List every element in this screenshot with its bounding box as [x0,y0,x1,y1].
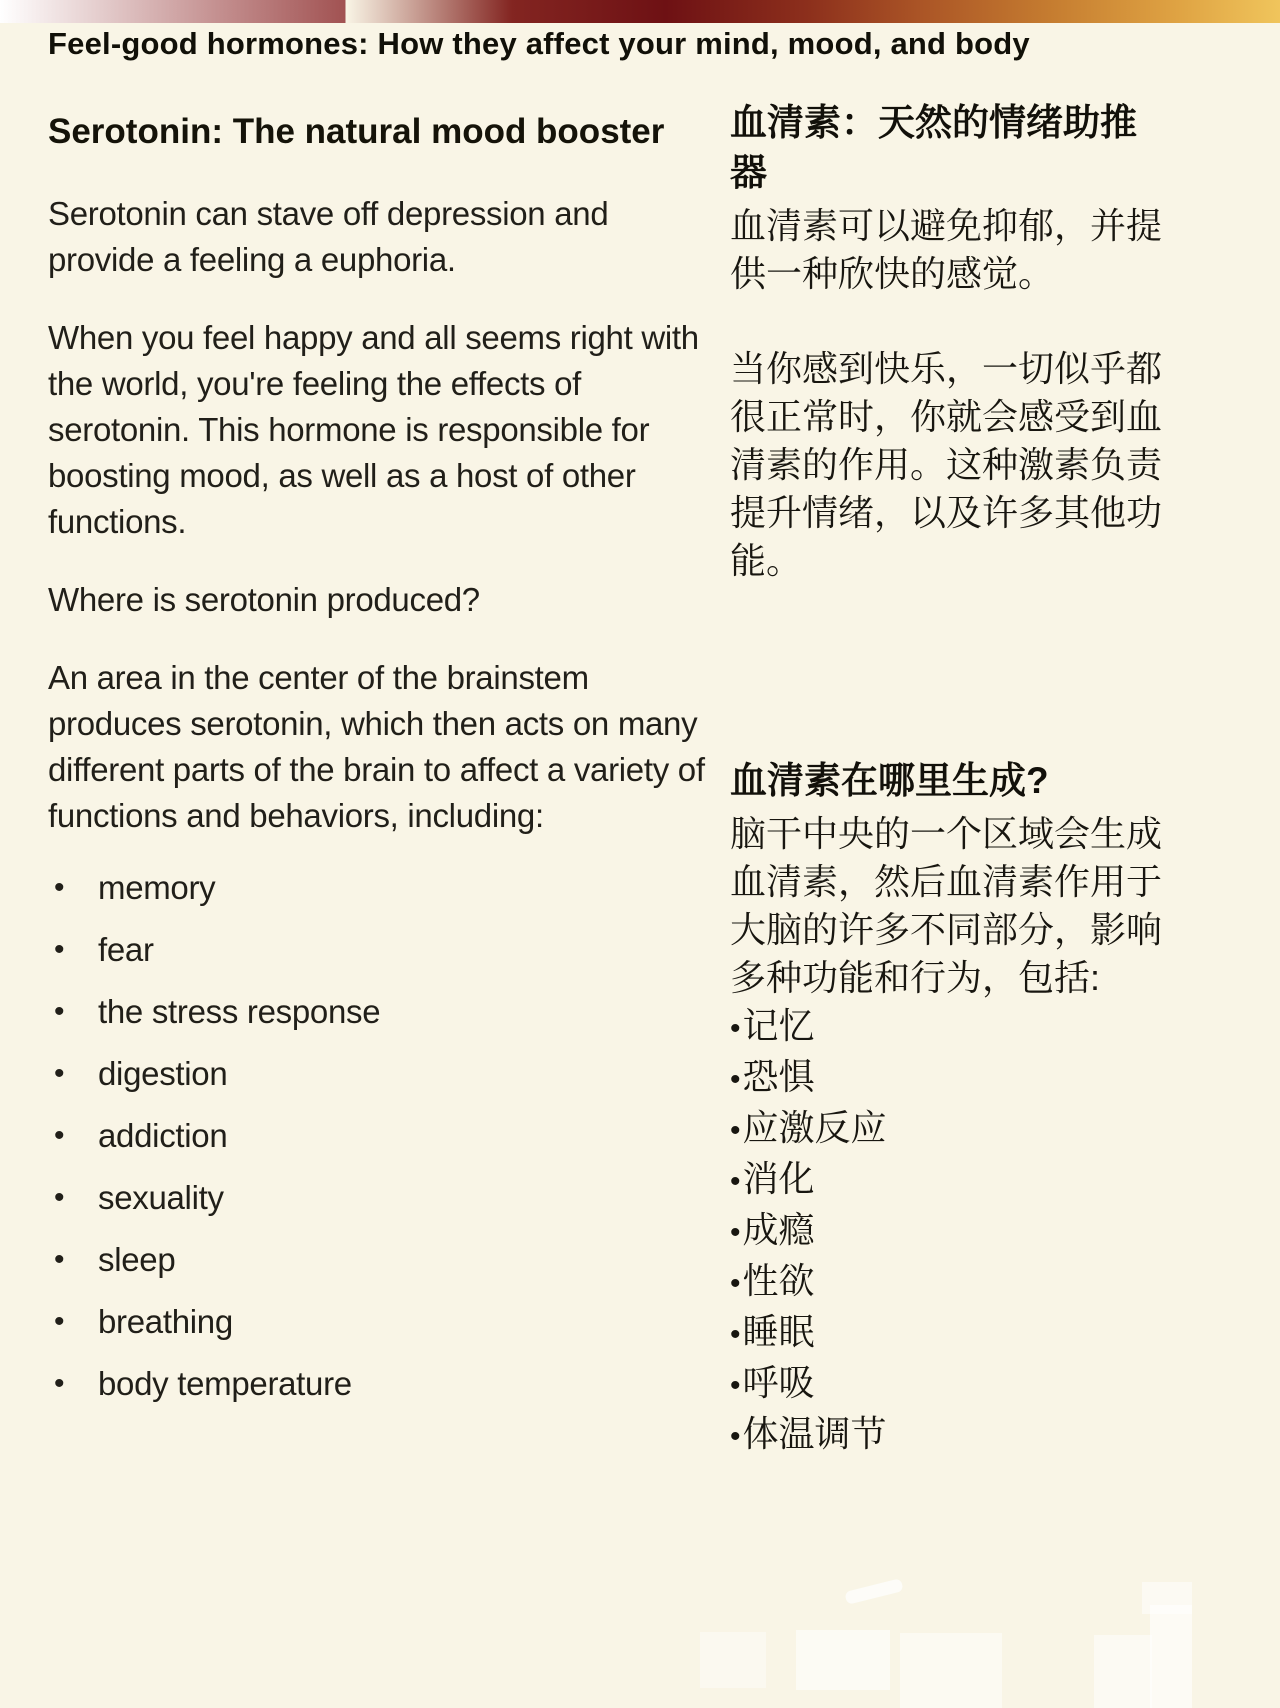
gradient-header-bar [0,0,1280,23]
list-item-label: 体温调节 [742,1413,887,1454]
list-item-label: 应激反应 [742,1107,887,1148]
list-item [730,1104,1170,1155]
list-item-label: 性欲 [742,1260,815,1301]
english-section-heading: Serotonin: The natural mood booster [48,112,665,151]
chinese-section-heading: 血清素：天然的情绪助推器 [730,102,1137,193]
list-item [730,1308,1170,1359]
list-item-label: sleep [98,1241,176,1278]
list-item [48,989,708,1035]
bullet-icon: • [730,1318,741,1351]
list-item-label: 呼吸 [742,1362,815,1403]
list-item [48,1113,708,1159]
list-item [48,865,708,911]
watermark-remnant [1142,1582,1192,1614]
list-item [48,1299,708,1345]
list-item [730,1053,1170,1104]
list-item-label: the stress response [98,993,381,1030]
list-item-label: digestion [98,1055,228,1092]
list-item-label: body temperature [98,1365,352,1402]
chinese-paragraph-1: 血清素可以避免抑郁，并提供一种欣快的感觉。 [730,205,1163,294]
list-item-label: 恐惧 [742,1056,815,1097]
bullet-icon: • [54,1243,65,1276]
watermark-remnant [1150,1605,1192,1708]
bullet-icon: • [54,1119,65,1152]
list-item-label: breathing [98,1303,233,1340]
bullet-icon: • [54,1181,65,1214]
list-item [730,1410,1170,1461]
chinese-bullet-list [730,1002,1170,1461]
chinese-section-3 [730,756,1170,1461]
watermark-remnant [796,1630,890,1690]
english-paragraph-1: Serotonin can stave off depression and provide a feeling a euphoria. [48,195,609,278]
chinese-paragraph-2: 当你感到快乐，一切似乎都很正常时，你就会感受到血清素的作用。这种激素负责提升情绪，以及许多其他功能。 [730,348,1163,581]
list-item-label: 成瘾 [742,1209,815,1250]
list-item [48,1175,708,1221]
list-item-label: fear [98,931,154,968]
bullet-icon: • [730,1420,741,1453]
list-item [730,1257,1170,1308]
list-item [730,1206,1170,1257]
english-bullet-list [48,865,708,1407]
list-item-label: 记忆 [742,1005,815,1046]
bullet-icon: • [54,1367,65,1400]
bullet-icon: • [730,1165,741,1198]
list-item [48,1361,708,1407]
chinese-question-heading: 血清素在哪里生成? [730,760,1049,801]
list-item [48,1051,708,1097]
list-item [730,1155,1170,1206]
english-question-heading: Where is serotonin produced? [48,581,480,618]
bullet-icon: • [730,1114,741,1147]
english-column [48,108,708,1423]
chinese-section-1 [730,98,1170,298]
page-title: Feel-good hormones: How they affect your mind, mood, and body [48,26,1030,61]
list-item-label: addiction [98,1117,228,1154]
list-item [48,1237,708,1283]
list-item-label: sexuality [98,1179,224,1216]
bullet-icon: • [730,1216,741,1249]
bullet-icon: • [54,1057,65,1090]
watermark-remnant [844,1578,903,1605]
bullet-icon: • [730,1369,741,1402]
chinese-paragraph-3: 脑干中央的一个区域会生成血清素，然后血清素作用于大脑的许多不同部分，影响多种功能和行为，包括: [730,813,1163,998]
list-item-label: memory [98,869,216,906]
bullet-icon: • [730,1267,741,1300]
bullet-icon: • [730,1063,741,1096]
english-paragraph-2: When you feel happy and all seems right with the world, you're feeling the effects of serotonin. This hormone is responsible for boosting mood, as well as a host of other functions. [48,319,699,540]
watermark-remnant [700,1632,766,1688]
list-item-label: 睡眠 [742,1311,815,1352]
list-item [730,1002,1170,1053]
english-paragraph-3: An area in the center of the brainstem produces serotonin, which then acts on many different parts of the brain to affect a variety of functions and behaviors, including: [48,659,705,834]
bullet-icon: • [54,1305,65,1338]
chinese-section-2 [730,345,1170,585]
bullet-icon: • [730,1012,741,1045]
list-item [48,927,708,973]
list-item [730,1359,1170,1410]
bullet-icon: • [54,995,65,1028]
bullet-icon: • [54,933,65,966]
watermark-remnant [900,1633,1002,1708]
list-item-label: 消化 [742,1158,815,1199]
watermark-remnant [1094,1635,1152,1708]
bullet-icon: • [54,871,65,904]
